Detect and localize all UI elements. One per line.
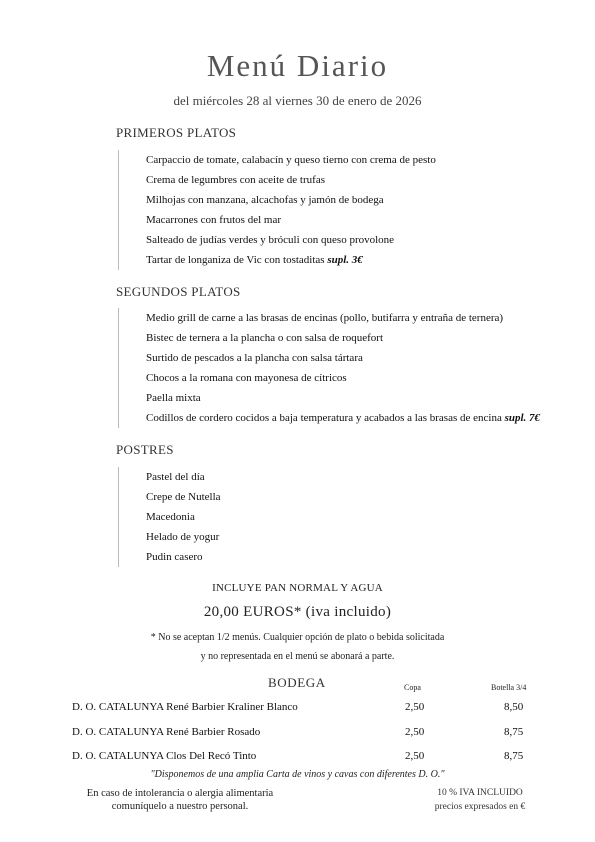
menu-footnote-line1: * No se aceptan 1/2 menús. Cualquier opción de plato o bebida solicitada	[150, 632, 445, 643]
col-head-copa: Copa	[404, 683, 421, 692]
wine-copa-price: 2,50	[405, 750, 425, 762]
dish-item: Pastel del día	[146, 471, 205, 483]
allergy-line1: En caso de intolerancia o alergia alimentaria	[86, 788, 274, 799]
dish-item: Medio grill de carne a las brasas de encinas (pollo, butifarra y entraña de ternera)	[146, 312, 504, 324]
wine-name: D. O. CATALUNYA René Barbier Kraliner Blanco	[72, 701, 298, 713]
iva-line1: 10 % IVA INCLUIDO	[437, 788, 523, 798]
wine-copa-price: 2,50	[405, 701, 425, 713]
dish-item: Carpaccio de tomate, calabacín y queso tierno con crema de pesto	[146, 154, 436, 166]
dish-item: Crema de legumbres con aceite de trufas	[146, 174, 325, 186]
dish-list-primeros	[118, 150, 436, 270]
wine-row	[72, 701, 532, 721]
dish-item: Paella mixta	[146, 392, 201, 404]
dish-item: Surtido de pescados a la plancha con salsa tártara	[146, 352, 363, 364]
menu-footnote-line2: y no representada en el menú se abonará a parte.	[200, 651, 395, 662]
dish-item: Milhojas con manzana, alcachofas y jamón de bodega	[146, 194, 384, 206]
dish-item: Salteado de judías verdes y bróculi con queso provolone	[146, 234, 395, 246]
wine-bottle-price: 8,50	[504, 701, 524, 713]
section-title-primeros: PRIMEROS PLATOS	[116, 125, 237, 140]
iva-line2: precios expresados en €	[434, 802, 526, 812]
includes-note: INCLUYE PAN NORMAL Y AGUA	[212, 582, 383, 594]
dish-item: Helado de yogur	[146, 531, 220, 543]
wine-row	[72, 750, 532, 770]
bodega-title: BODEGA	[268, 675, 326, 690]
section-title-postres: POSTRES	[116, 442, 174, 457]
dish-item: Macedonia	[146, 511, 195, 523]
menu-title: Menú Diario	[206, 48, 389, 83]
dish-list-postres	[118, 467, 221, 567]
wine-name: D. O. CATALUNYA Clos Del Recó Tinto	[72, 750, 257, 762]
wine-bottle-price: 8,75	[504, 726, 524, 738]
menu-date-range: del miércoles 28 al viernes 30 de enero de 2026	[173, 93, 422, 108]
wine-row	[72, 726, 532, 746]
dish-item: Pudin casero	[146, 551, 203, 563]
wine-name: D. O. CATALUNYA René Barbier Rosado	[72, 726, 261, 738]
dish-item: Codillos de cordero cocidos a baja temperatura y acabados a las brasas de encina supl. 7€	[146, 412, 541, 424]
wine-bottle-price: 8,75	[504, 750, 524, 762]
dish-item: Bistec de ternera a la plancha o con salsa de roquefort	[146, 332, 384, 344]
dish-item: Crepe de Nutella	[146, 491, 221, 503]
allergy-line2: comuníquelo a nuestro personal.	[111, 801, 249, 812]
dish-item: Macarrones con frutos del mar	[146, 214, 282, 226]
iva-notice	[390, 786, 570, 814]
menu-price: 20,00 EUROS* (iva incluido)	[203, 604, 392, 620]
col-head-botella: Botella 3/4	[491, 683, 527, 692]
wine-copa-price: 2,50	[405, 726, 425, 738]
dish-item: Tartar de longaniza de Vic con tostaditas supl. 3€	[146, 254, 363, 266]
dish-list-segundos	[118, 308, 541, 428]
allergy-notice	[60, 787, 300, 813]
dish-item: Chocos a la romana con mayonesa de cítricos	[146, 372, 347, 384]
wine-list-note: "Disponemos de una amplia Carta de vinos y cavas con diferentes D. O."	[150, 769, 445, 780]
section-title-segundos: SEGUNDOS PLATOS	[116, 284, 241, 299]
